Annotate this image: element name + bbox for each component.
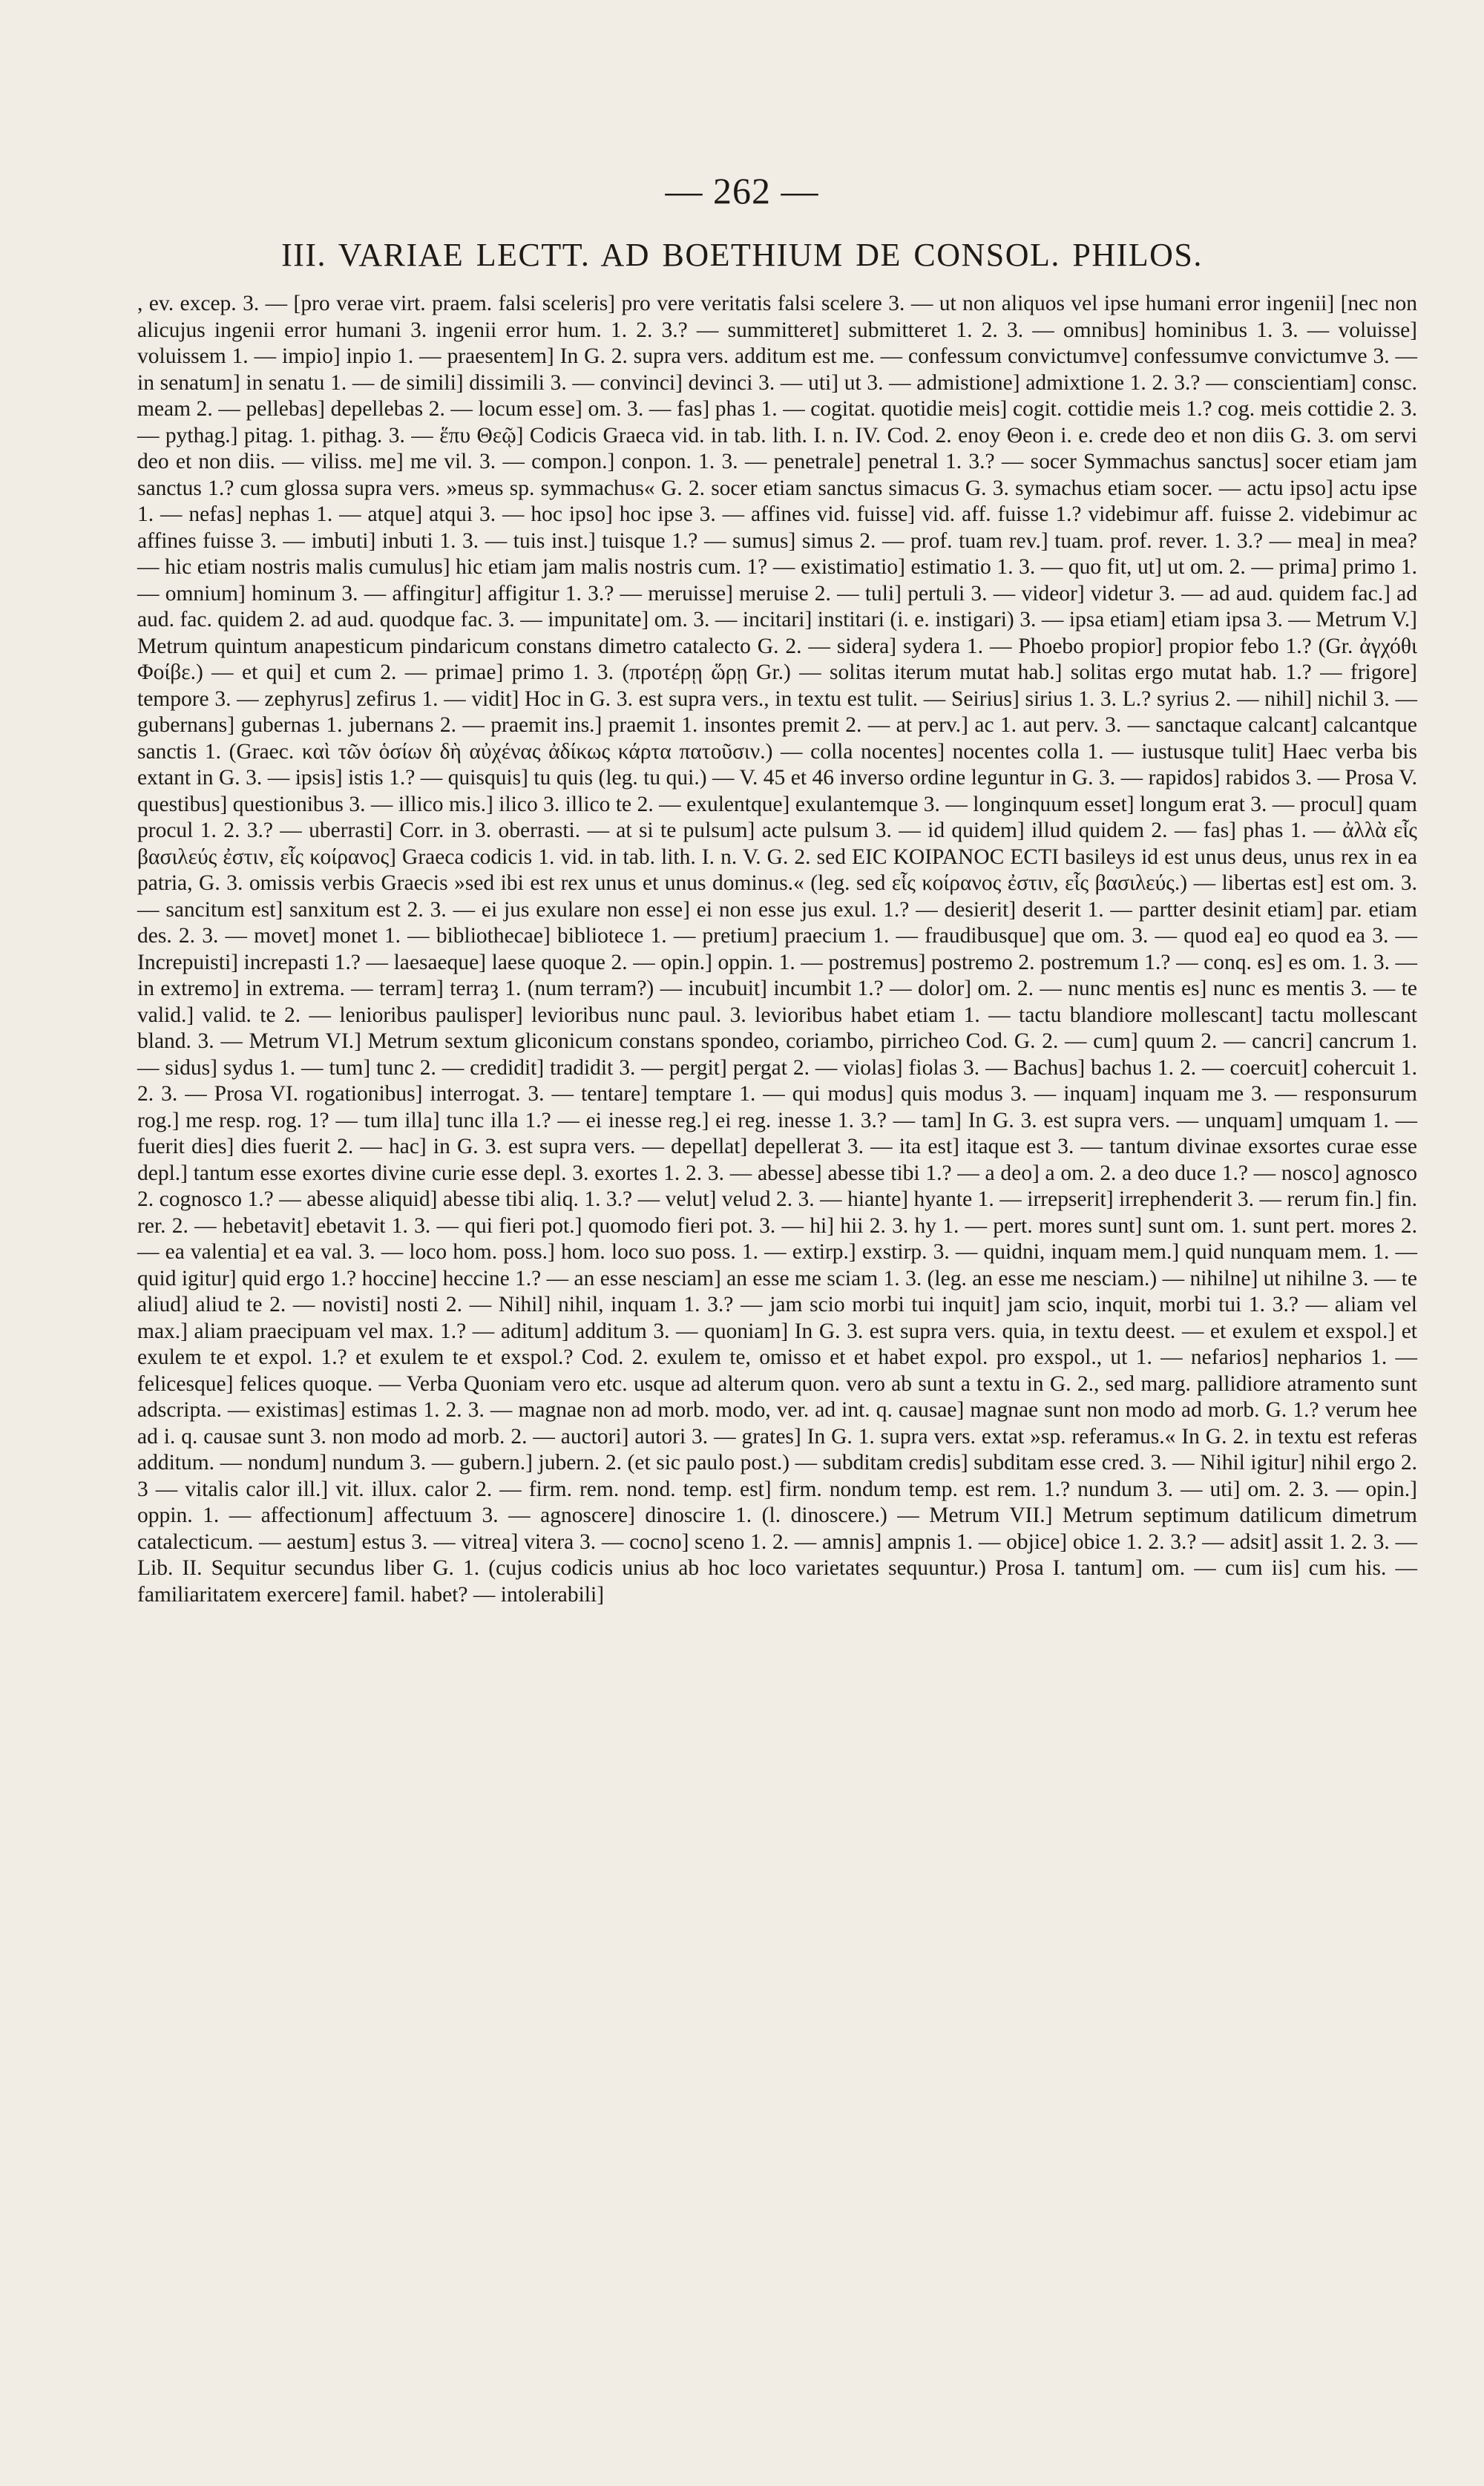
body-paragraph: , ev. excep. 3. — [pro verae virt. praem. falsi sceleris] pro vere veritatis falsi scelere 3. — ut non aliquos vel ipse humani error ingenii] [nec non alicujus ingenii error humani 3. ingenii error hum. 1. 2. 3.? — summitteret] submitteret 1. 2. 3. — omnibus] hominibus 1. 3. — voluisse] voluissem 1. — impio] inpio 1. — praesentem] In G. 2. supra vers. additum est me. — confessum convictumve] confessumve convictumve 3. — in senatum] in senatu 1. — de simili] dissimili 3. — convinci] devinci 3. — uti] ut 3. — admistione] admixtione 1. 2. 3.? — conscientiam] consc. meam 2. — pellebas] depellebas 2. — locum esse] om. 3. — fas] phas 1. — cogitat. quotidie meis] cogit. cottidie meis 1.? cog. meis cottidie 2. 3. — pythag.] pitag. 1. pithag. 3. — ἕπυ Θεῷ] Codicis Graeca vid. in tab. lith. I. n. IV. Cod. 2. enoy Θeon i. e. crede deo et non diis G. 3. om servi deo et non diis. — viliss. me] me vil. 3. — compon.] conpon. 1. 3. — penetrale] penetral 1. 3.? — socer Symmachus sanctus] socer etiam jam sanctus 1.? cum glossa supra vers. »meus sp. symmachus« G. 2. socer etiam sanctus simacus G. 3. symachus etiam socer. — actu ipso] actu ipse 1. — nefas] nephas 1. — atque] atqui 3. — hoc ipso] hoc ipse 3. — affines vid. fuisse] vid. aff. fuisse 1.? videbimur aff. fuisse 2. videbimur ac affines fuisse 3. — imbuti] inbuti 1. 3. — tuis inst.] tuisque 1.? — sumus] simus 2. — prof. tuam rev.] tuam. prof. rever. 1. 3.? — mea] in mea? — hic etiam nostris malis cumulus] hic etiam jam malis nostris cum. 1? — existimatio] estimatio 1. 3. — quo fit, ut] ut om. 2. — prima] primo 1. — omnium] hominum 3. — affingitur] affigitur 1. 3.? — meruisse] meruise 2. — tuli] pertuli 3. — videor] videtur 3. — ad aud. quidem fac.] ad aud. fac. quidem 2. ad aud. quodque fac. 3. — impunitate] om. 3. — incitari] institari (i. e. instigari) 3. — ipsa etiam] etiam ipsa 3. — Metrum V.] Metrum quintum anapesticum pindaricum constans dimetro catalecto G. 2. — sidera] sydera 1. — Phoebo propior] propior febo 1.? (Gr. ἀγχόθι Φοίβε.) — et qui] et cum 2. — primae] primo 1. 3. (προτέρῃ ὥρῃ Gr.) — solitas iterum mutat hab.] solitas ergo mutat hab. 1.? — frigore] tempore 3. — zephyrus] zefirus 1. — vidit] Hoc in G. 3. est supra vers., in textu est tulit. — Seirius] sirius 1. 3. L.? syrius 2. — nihil] nichil 3. — gubernans] gubernas 1. jubernans 2. — praemit ins.] praemit 1. insontes premit 2. — at perv.] ac 1. aut perv. 3. — sanctaque calcant] calcantque sanctis 1. (Graec. καὶ τῶν ὁσίων δὴ αὐχένας ἀδίκως κάρτα πατοῦσιν.) — colla nocentes] nocentes colla 1. — iustusque tulit] Haec verba bis extant in G. 3. — ipsis] istis 1.? — quisquis] tu quis (leg. tu qui.) — V. 45 et 46 inverso ordine leguntur in G. 3. — rapidos] rabidos 3. — Prosa V. questibus] questionibus 3. — illico mis.] ilico 3. illico te 2. — exulentque] exulantemque 3. — longinquum esset] longum erat 3. — procul] quam procul 1. 2. 3.? — uberrasti] Corr. in 3. oberrasti. — at si te pulsum] acte pulsum 3. — id quidem] illud quidem 2. — fas] phas 1. — ἀλλὰ εἷς βασιλεύς ἐστιν, εἷς κοίρανος] Graeca codicis 1. vid. in tab. lith. I. n. V. G. 2. sed EIC KOIPANOC ECTI basileys id est unus deus, unus rex in ea patria, G. 3. omissis verbis Graecis »sed ibi est rex unus et unus dominus.« (leg. sed εἷς κοίρανος ἐστιν, εἷς βασιλεύς.) — libertas est] est om. 3. — sancitum est] sanxitum est 2. 3. — ei jus exulare non esse] ei non esse jus exul. 1.? — desierit] deserit 1. — partter desinit etiam] par. etiam des. 2. 3. — movet] monet 1. — bibliothecae] bibliotece 1. — pretium] praecium 1. — fraudibusque] que om. 3. — quod ea] eo quod ea 3. — Increpuisti] increpasti 1.? — laesaeque] laese quoque 2. — opin.] oppin. 1. — postremus] postremo 2. postremum 1.? — conq. es] es om. 1. 3. — in extremo] in extrema. — terram] terraȝ 1. (num terram?) — incubuit] incumbit 1.? — dolor] om. 2. — nunc mentis es] nunc es mentis 3. — te valid.] valid. te 2. — lenioribus paulisper] levioribus nunc paul. 3. levioribus habet etiam 1. — tactu blandiore mollescant] tactu mollescant bland. 3. — Metrum VI.] Metrum sextum gliconicum constans spondeo, coriambo, pirricheo Cod. G. 2. — cum] quum 2. — cancri] cancrum 1. — sidus] sydus 1. — tum] tunc 2. — credidit] tradidit 3. — pergit] pergat 2. — violas] fiolas 3. — Bachus] bachus 1. 2. — coercuit] cohercuit 1. 2. 3. — Prosa VI. rogationibus] interrogat. 3. — tentare] temptare 1. — qui modus] quis modus 3. — inquam] inquam me 3. — responsurum rog.] me resp. rog. 1? — tum illa] tunc illa 1.? — ei inesse reg.] ei reg. inesse 1. 3.? — tam] In G. 3. est supra vers. — unquam] umquam 1. — fuerit dies] dies fuerit 2. — hac] in G. 3. est supra vers. — depellat] depellerat 3. — ita est] itaque est 3. — tantum divinae exsortes curae esse depl.] tantum esse exortes divine curie esse depl. 3. exortes 1. 2. 3. — abesse] abesse tibi 1.? — a deo] a om. 2. a deo duce 1.? — nosco] agnosco 2. cognosco 1.? — abesse aliquid] abesse tibi aliq. 1. 3.? — velut] velud 2. 3. — hiante] hyante 1. — irrepserit] irrephenderit 3. — rerum fin.] fin. rer. 2. — hebetavit] ebetavit 1. 3. — qui fieri pot.] quomodo fieri pot. 3. — hi] hii 2. 3. hy 1. — pert. mores sunt] sunt om. 1. sunt pert. mores 2. — ea valentia] et ea val. 3. — loco hom. poss.] hom. loco suo poss. 1. — extirp.] exstirp. 3. — quidni, inquam mem.] quid nunquam mem. 1. — quid igitur] quid ergo 1.? hoccine] heccine 1.? — an esse nesciam] an esse me sciam 1. 3. (leg. an esse me nesciam.) — nihilne] ut nihilne 3. — te aliud] aliud te 2. — novisti] nosti 2. — Nihil] nihil, inquam 1. 3.? — jam scio morbi tui inquit] jam scio, inquit, morbi tui 1. 3.? — aliam vel max.] aliam praecipuam vel max. 1.? — aditum] additum 3. — quoniam] In G. 3. est supra vers. quia, in textu deest. — et exulem et exspol.] et exulem te et expol. 1.? et exulem te et exspol.? Cod. 2. exulem te, omisso et et habet expol. pro exspol., ut 1. — nefarios] nepharios 1. — felicesque] felices quoque. — Verba Quoniam vero etc. usque ad alterum quon. vero ab sunt a textu in G. 2., sed marg. pallidiore atramento sunt adscripta. — existimas] estimas 1. 2. 3. — magnae non ad morb. modo, ver. ad int. q. causae] magnae sunt non modo ad morb. G. 1.? verum hee ad i. q. causae sunt 3. non modo ad morb. 2. — auctori] autori 3. — grates] In G. 1. supra vers. extat »sp. referamus.« In G. 2. in textu est referas additum. — nondum] nundum 3. — gubern.] jubern. 2. (et sic paulo post.) — subditam credis] subditam esse cred. 3. — Nihil igitur] nihil ergo 2. 3 — vitalis calor ill.] vit. illux. calor 2. — firm. rem. nond. temp. est] firm. nondum temp. est rem. 1.? nundum 3. — uti] om. 2. 3. — opin.] oppin. 1. — affectionum] affectuum 3. — agnoscere] dinoscire 1. (l. dinoscere.) — Metrum VII.] Metrum septimum datilicum dimetrum catalecticum. — aestum] estus 3. — vitrea] vitera 3. — cocno] sceno 1. 2. — amnis] ampnis 1. — objice] obice 1. 2. 3.? — adsit] assit 1. 2. 3. — Lib. II. Sequitur secundus liber G. 1. (cujus codicis unius ab hoc loco varietates sequuntur.) Prosa I. tantum] om. — cum iis] cum his. — familiaritatem exercere] famil. habet? — intolerabili] bbox=[137, 292, 1417, 1607]
section-title: III. VARIAE LECTT. AD BOETHIUM DE CONSOL. PHILOS. bbox=[281, 237, 1203, 273]
page-number: — 262 — bbox=[665, 170, 819, 211]
variant-readings-text bbox=[137, 291, 1417, 1608]
